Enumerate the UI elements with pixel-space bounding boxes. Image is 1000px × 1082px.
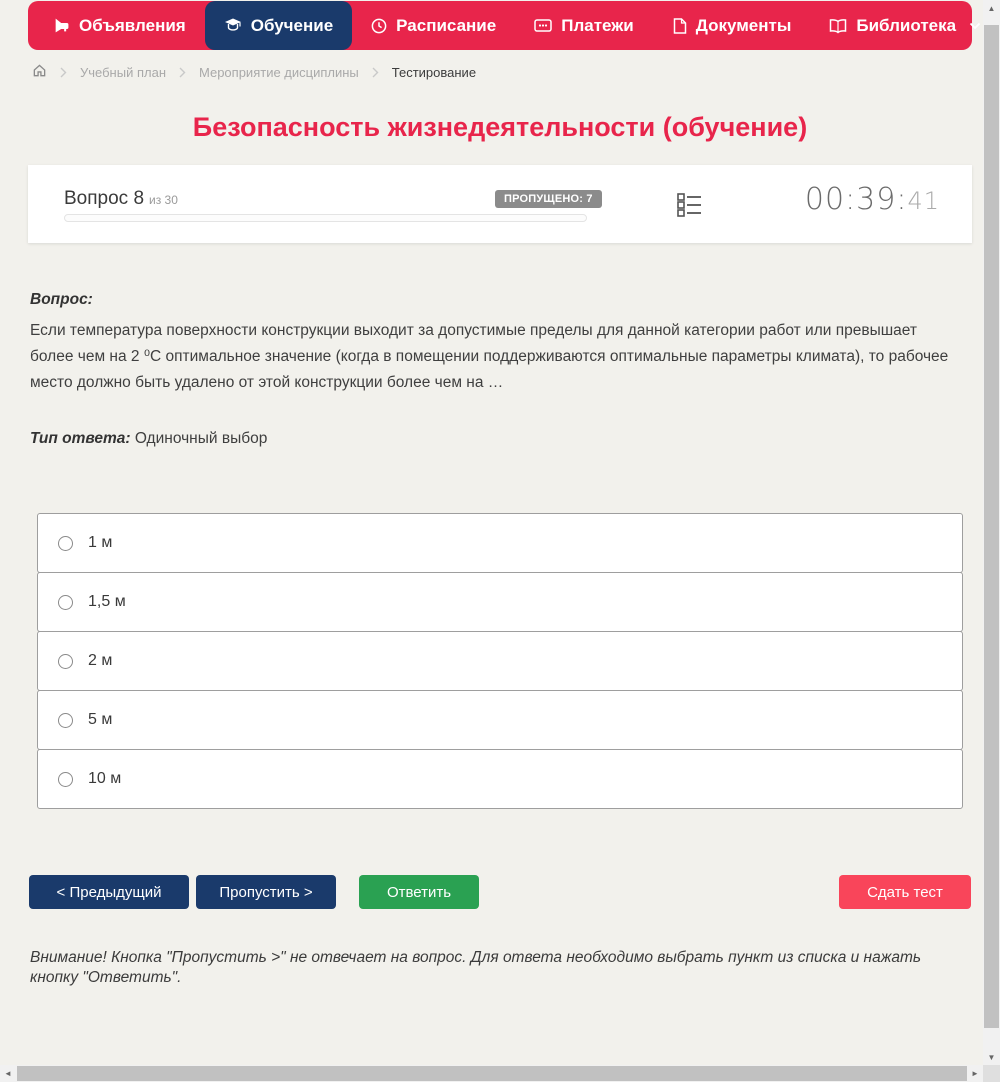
question-text: Если температура поверхности конструкции выходит за допустимые пределы для данной категории работ или превышает более чем на 2 ⁰С оптимальное значение (когда в помещении поддерживаются оптимальные параметры климата), то рабочее место должно быть удалено от этой конструкции более чем на … <box>30 322 949 391</box>
answer-options <box>37 513 963 809</box>
vertical-scrollbar[interactable] <box>983 0 1000 1065</box>
nav-item-payments[interactable] <box>515 1 653 50</box>
document-icon <box>672 18 687 34</box>
scroll-down-arrow-icon[interactable]: ▼ <box>987 1052 996 1062</box>
nav-item-documents[interactable] <box>653 1 811 50</box>
scroll-left-arrow-icon[interactable]: ◄ <box>4 1069 12 1078</box>
answer-type <box>30 430 267 448</box>
nav-item-label: Библиотека <box>856 15 957 35</box>
chevron-down-icon <box>969 22 981 30</box>
answer-option-4[interactable] <box>37 690 963 750</box>
breadcrumb-testing: Тестирование <box>391 64 477 80</box>
breadcrumb <box>32 61 476 83</box>
skip-button[interactable]: Пропустить > <box>196 875 336 909</box>
answer-option-label: 1 м <box>88 534 113 551</box>
breadcrumb-discipline-event[interactable]: Мероприятие дисциплины <box>199 64 359 80</box>
graduation-cap-icon <box>224 17 242 34</box>
answer-option-1[interactable] <box>37 513 963 573</box>
nav-item-label: Документы <box>695 15 792 35</box>
answer-type-value: Одиночный выбор <box>134 430 268 447</box>
previous-button[interactable]: < Предыдущий <box>29 875 189 909</box>
answer-option-label: 5 м <box>88 711 113 728</box>
page-title: Безопасность жизнедеятельности (обучение) <box>192 112 808 142</box>
home-icon <box>32 66 47 81</box>
answer-type-label: Тип ответа: <box>30 430 131 447</box>
clock-icon <box>371 18 387 34</box>
nav-item-label: Платежи <box>561 15 634 35</box>
question-number-label: Вопрос 8 <box>64 188 145 209</box>
nav-item-announcements[interactable] <box>34 1 205 50</box>
nav-item-library[interactable] <box>810 1 1000 50</box>
scrollbar-corner <box>983 1065 1000 1082</box>
answer-option-2[interactable] <box>37 572 963 632</box>
timer-seconds: 41 <box>907 187 940 215</box>
breadcrumb-home[interactable] <box>32 63 47 81</box>
nav-item-learning[interactable] <box>205 1 352 50</box>
radio-button-icon[interactable] <box>58 713 73 728</box>
question-total: из 30 <box>149 193 178 207</box>
breadcrumb-curriculum[interactable]: Учебный план <box>80 64 166 80</box>
skipped-badge: ПРОПУЩЕНО: 7 <box>495 190 602 208</box>
book-icon <box>829 18 847 34</box>
question-section <box>30 291 962 396</box>
answer-option-3[interactable] <box>37 631 963 691</box>
chevron-right-icon <box>372 67 379 78</box>
vertical-scrollbar-thumb[interactable] <box>984 25 999 1028</box>
chevron-right-icon <box>179 67 186 78</box>
question-number <box>64 188 178 210</box>
payment-card-icon <box>534 18 552 33</box>
answer-option-5[interactable] <box>37 749 963 809</box>
answer-option-label: 1,5 м <box>88 593 126 610</box>
warning-note: Внимание! Кнопка "Пропустить >" не отвечает на вопрос. Для ответа необходимо выбрать пункт из списка и нажать кнопку "Ответить". <box>30 949 922 986</box>
answer-button[interactable]: Ответить <box>359 875 479 909</box>
timer-hours-minutes: 00:39: <box>804 182 908 217</box>
horizontal-scrollbar[interactable] <box>0 1065 983 1082</box>
radio-button-icon[interactable] <box>58 536 73 551</box>
chevron-right-icon <box>60 67 67 78</box>
radio-button-icon[interactable] <box>58 595 73 610</box>
nav-item-schedule[interactable] <box>352 1 515 50</box>
nav-item-label: Объявления <box>79 15 186 35</box>
answer-option-label: 2 м <box>88 652 113 669</box>
question-header-card <box>28 165 972 243</box>
nav-item-label: Расписание <box>396 15 497 35</box>
question-list-icon[interactable] <box>676 191 703 223</box>
question-label: Вопрос: <box>30 291 93 308</box>
megaphone-icon <box>53 17 70 34</box>
submit-test-button[interactable]: Сдать тест <box>839 875 971 909</box>
answer-option-label: 10 м <box>88 770 122 787</box>
horizontal-scrollbar-thumb[interactable] <box>17 1066 967 1081</box>
timer <box>805 182 940 217</box>
radio-button-icon[interactable] <box>58 772 73 787</box>
main-navbar <box>28 1 972 50</box>
scroll-up-arrow-icon[interactable]: ▲ <box>987 3 996 13</box>
progress-bar <box>64 214 587 222</box>
nav-item-label: Обучение <box>250 15 334 35</box>
scroll-right-arrow-icon[interactable]: ► <box>971 1069 979 1078</box>
radio-button-icon[interactable] <box>58 654 73 669</box>
